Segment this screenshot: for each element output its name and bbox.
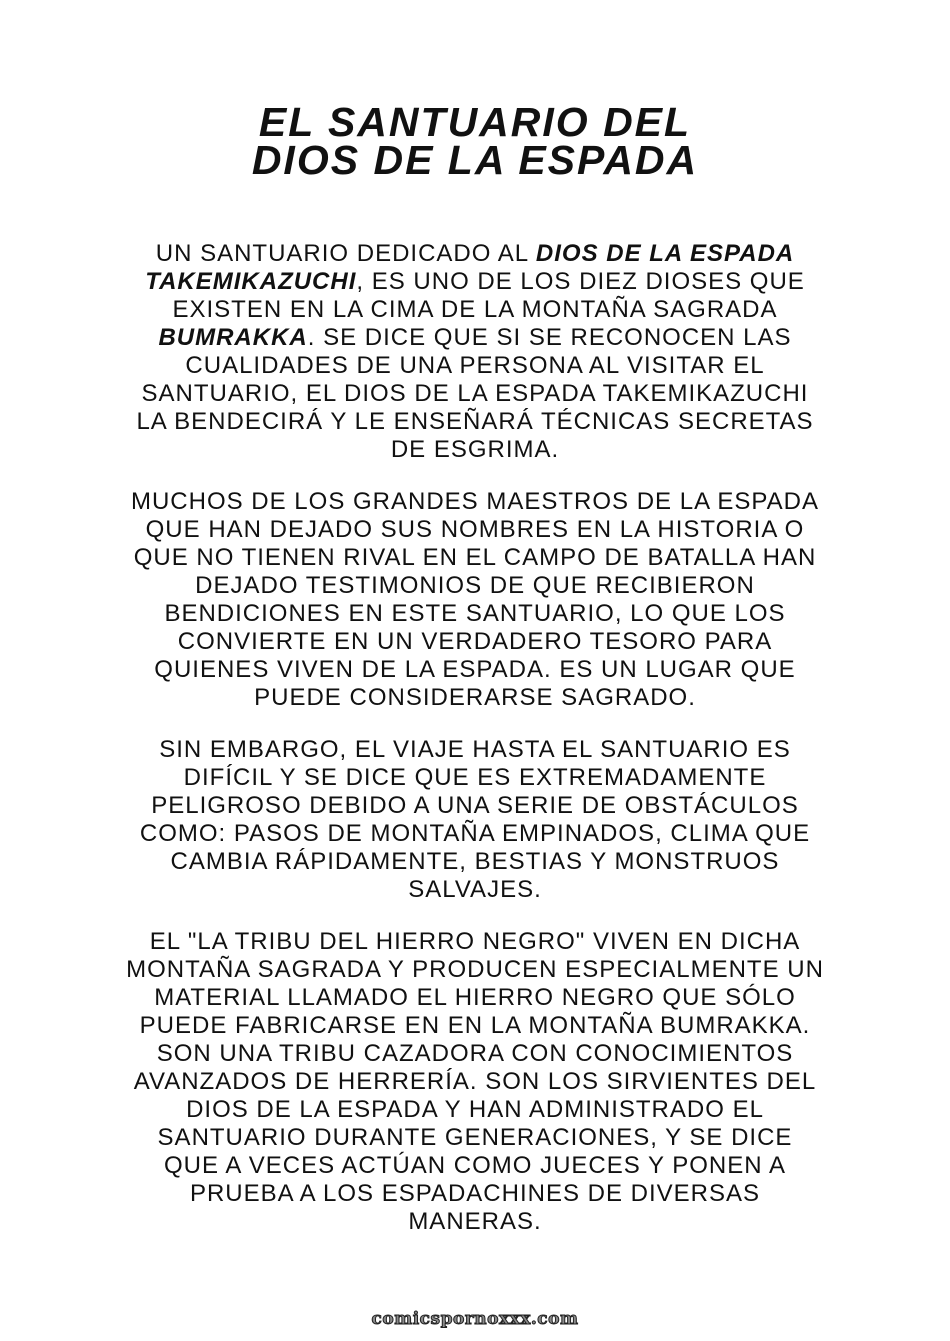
text-segment: SANTUARIO, EL DIOS DE LA ESPADA TAKEMIKAZUCHI xyxy=(141,380,809,407)
text-line xyxy=(0,684,950,712)
text-segment: . SE DICE QUE SI SE RECONOCEN LAS xyxy=(307,324,792,351)
text-line xyxy=(0,628,950,656)
text-line xyxy=(0,736,950,764)
title-line-2: DIOS DE LA ESPADA xyxy=(251,137,699,183)
text-line xyxy=(0,1040,950,1068)
text-segment: PUEDE FABRICARSE EN EN LA MONTAÑA BUMRAKKA. xyxy=(139,1012,811,1039)
text-line xyxy=(0,1208,950,1236)
title-line-1: EL SANTUARIO DEL xyxy=(258,99,692,145)
text-line xyxy=(0,792,950,820)
text-line xyxy=(0,488,950,516)
text-segment: COMO: PASOS DE MONTAÑA EMPINADOS, CLIMA QUE xyxy=(139,820,811,847)
emphasized-text: DIOS DE LA ESPADA xyxy=(535,240,795,267)
text-segment: DIFÍCIL Y SE DICE QUE ES EXTREMADAMENTE xyxy=(183,764,767,791)
text-segment: AVANZADOS DE HERRERÍA. SON LOS SIRVIENTES DEL xyxy=(133,1068,817,1095)
text-segment: SON UNA TRIBU CAZADORA CON CONOCIMIENTOS xyxy=(156,1040,794,1067)
text-segment: UN SANTUARIO DEDICADO AL xyxy=(155,240,536,267)
text-line xyxy=(0,1152,950,1180)
text-segment: SALVAJES. xyxy=(408,876,542,903)
text-segment: SIN EMBARGO, EL VIAJE HASTA EL SANTUARIO ES xyxy=(159,736,791,763)
text-segment: EXISTEN EN LA CIMA DE LA MONTAÑA SAGRADA xyxy=(172,296,778,323)
text-segment: PUEDE CONSIDERARSE SAGRADO. xyxy=(254,684,696,711)
text-line xyxy=(0,380,950,408)
text-segment: PRUEBA A LOS ESPADACHINES DE DIVERSAS xyxy=(189,1180,761,1207)
text-line xyxy=(0,572,950,600)
text-line xyxy=(0,984,950,1012)
text-line xyxy=(0,296,950,324)
text-segment: SANTUARIO DURANTE GENERACIONES, Y SE DICE xyxy=(157,1124,793,1151)
text-line xyxy=(0,600,950,628)
text-segment: MUCHOS DE LOS GRANDES MAESTROS DE LA ESPADA xyxy=(130,488,820,515)
text-line xyxy=(0,1012,950,1040)
text-line xyxy=(0,656,950,684)
text-segment: MATERIAL LLAMADO EL HIERRO NEGRO QUE SÓLO xyxy=(154,984,796,1011)
text-line xyxy=(0,1068,950,1096)
text-line xyxy=(0,928,950,956)
text-line xyxy=(0,1180,950,1208)
body-text xyxy=(0,240,950,1260)
text-line xyxy=(0,268,950,296)
text-line xyxy=(0,436,950,464)
text-line xyxy=(0,1096,950,1124)
text-segment: MONTAÑA SAGRADA Y PRODUCEN ESPECIALMENTE UN xyxy=(126,956,824,983)
text-segment: BENDICIONES EN ESTE SANTUARIO, LO QUE LOS xyxy=(164,600,786,627)
paragraph xyxy=(0,928,950,1236)
text-segment: , ES UNO DE LOS DIEZ DIOSES QUE xyxy=(356,268,805,295)
emphasized-text: BUMRAKKA xyxy=(158,324,308,351)
text-line xyxy=(0,1124,950,1152)
paragraph xyxy=(0,240,950,464)
text-line xyxy=(0,352,950,380)
page-title xyxy=(0,99,950,183)
text-segment: CONVIERTE EN UN VERDADERO TESORO PARA xyxy=(177,628,773,655)
text-segment: CAMBIA RÁPIDAMENTE, BESTIAS Y MONSTRUOS xyxy=(170,848,780,875)
text-line xyxy=(0,764,950,792)
text-line xyxy=(0,956,950,984)
text-line xyxy=(0,408,950,436)
text-line xyxy=(0,324,950,352)
text-line xyxy=(0,516,950,544)
text-line xyxy=(0,848,950,876)
text-segment: CUALIDADES DE UNA PERSONA AL VISITAR EL xyxy=(185,352,765,379)
paragraph xyxy=(0,736,950,904)
text-segment: MANERAS. xyxy=(408,1208,542,1235)
text-segment: QUIENES VIVEN DE LA ESPADA. ES UN LUGAR QUE xyxy=(154,656,796,683)
text-segment: EL "LA TRIBU DEL HIERRO NEGRO" VIVEN EN DICHA xyxy=(149,928,801,955)
text-segment: DEJADO TESTIMONIOS DE QUE RECIBIERON xyxy=(195,572,755,599)
text-segment: LA BENDECIRÁ Y LE ENSEÑARÁ TÉCNICAS SECRETAS xyxy=(136,408,814,435)
text-segment: QUE A VECES ACTÚAN COMO JUECES Y PONEN A xyxy=(164,1152,786,1179)
emphasized-text: TAKEMIKAZUCHI xyxy=(145,268,357,295)
text-segment: QUE HAN DEJADO SUS NOMBRES EN LA HISTORIA O xyxy=(145,516,805,543)
text-line xyxy=(0,240,950,268)
text-line xyxy=(0,876,950,904)
watermark: comicspornoxxx.com xyxy=(371,1309,579,1329)
text-segment: PELIGROSO DEBIDO A UNA SERIE DE OBSTÁCULOS xyxy=(151,792,799,819)
text-segment: DIOS DE LA ESPADA Y HAN ADMINISTRADO EL xyxy=(186,1096,764,1123)
text-segment: QUE NO TIENEN RIVAL EN EL CAMPO DE BATALLA HAN xyxy=(133,544,817,571)
paragraph xyxy=(0,488,950,712)
text-segment: DE ESGRIMA. xyxy=(390,436,560,463)
text-line xyxy=(0,544,950,572)
text-line xyxy=(0,820,950,848)
